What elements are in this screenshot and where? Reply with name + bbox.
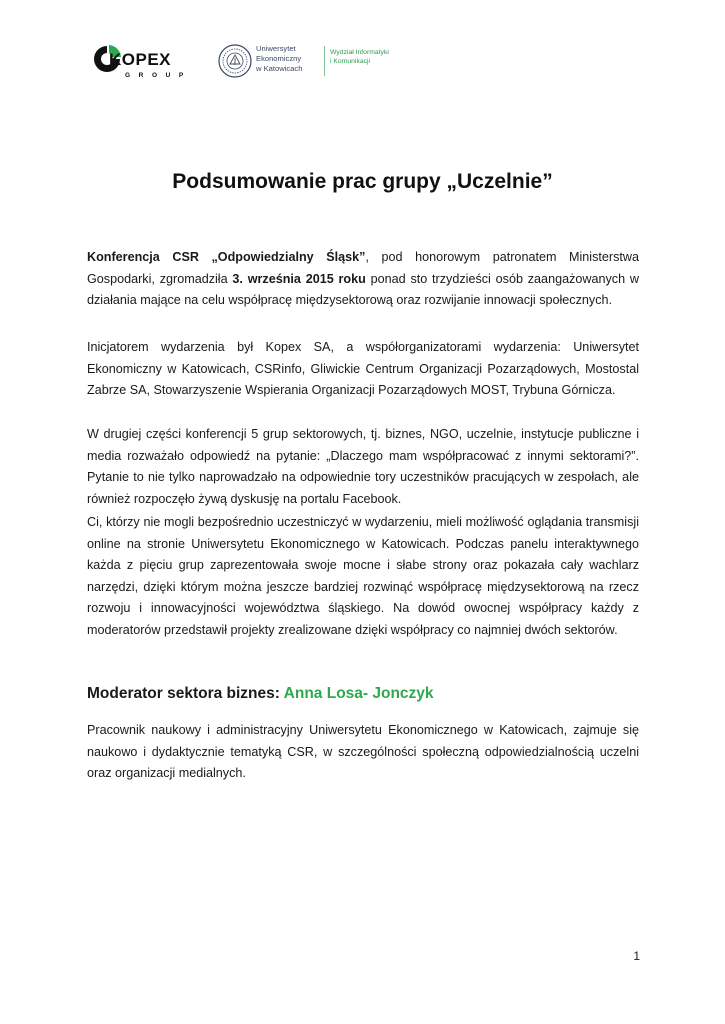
transmission-text: Ci, którzy nie mogli bezpośrednio uczestniczyć w wydarzeniu, mieli możliwość oglądania transmisji online na stronie Uniwersytetu Ekonomicznego w Katowicach. Podczas panelu interaktywnego każda z pięciu grup zaprezentowała swoje mocne i słabe strony oraz pokazała cały wachlarz narzędzi, dzięki którym można jeszcze bardziej rozwinąć współpracę międzysektorową na rzecz rozwoju i innowacyjności województwa śląskiego. Na dowód owocnej współpracy każdy z moderatorów przedstawił projekty zrealizowane dzięki współpracy co najmniej dwóch sektorów. [87,515,639,637]
intro-text-1: , pod honorowym patronatem Ministerstwa Gospodarki, zgromadziła [87,250,639,286]
organizers-paragraph [87,337,639,402]
moderator-heading [87,685,647,703]
groups-paragraph [87,424,639,510]
kopex-logo-subword: GROUP [125,72,192,79]
ue-logo-name [256,44,318,74]
organizers-text: Inicjatorem wydarzenia był Kopex SA, a współorganizatorami wydarzenia: Uniwersytet Ekonomiczny w Katowicach, CSRinfo, Gliwickie Centrum Organizacji Pozarządowych, Mostostal Zabrze SA, Stowarzyszenie Wspierania Organizacji Pozarządowych MOST, Trybuna Górnicza. [87,340,639,398]
ue-name-line: w Katowicach [256,64,303,73]
kopex-logo-word: KOPEX [109,50,172,69]
moderator-heading-label: Moderator sektora biznes: [87,685,284,702]
page-title: Podsumowanie prac grupy „Uczelnie” [172,170,553,193]
page-number: 1 [633,949,640,963]
conference-name: Konferencja CSR „Odpowiedzialny Śląsk” [87,250,366,264]
ue-dept-line: i Komunikacji [330,58,371,65]
page-header [92,42,412,92]
university-seal-icon [218,44,252,78]
groups-text: W drugiej części konferencji 5 grup sektorowych, tj. biznes, NGO, uczelnie, instytucje publiczne i media rozważało odpowiedź na pytanie: „Dlaczego mam współpracować z innymi sektorami?”. Pytanie to nie tylko naprowadzało na odpowiednie tory uczestników pracujących w zespołach, ale również rozpoczęło żywą dyskusję na portalu Facebook. [87,427,639,506]
ue-name-line: Uniwersytet [256,44,296,53]
moderator-bio-paragraph [87,720,639,785]
transmission-paragraph [87,512,639,642]
ue-logo-department [330,48,410,66]
ue-name-line: Ekonomiczny [256,54,302,63]
logo-divider [324,46,325,76]
ue-dept-line: Wydział Informatyki [330,49,389,56]
kopex-logo [92,42,200,88]
intro-paragraph [87,247,639,312]
conference-date: 3. września 2015 roku [232,271,366,286]
moderator-name: Anna Losa- Jonczyk [283,685,434,702]
intro-text-2: ponad sto trzydzieści osób zaangażowanych w działania mające na celu współpracę międzysektorową oraz rozwijanie innowacji społecznych. [87,271,639,308]
moderator-bio-text: Pracownik naukowy i administracyjny Uniwersytetu Ekonomicznego w Katowicach, zajmuje się naukowo i dydaktycznie tematyką CSR, w szczególności społeczną odpowiedzialnością uczelni oraz organizacji medialnych. [87,723,639,781]
